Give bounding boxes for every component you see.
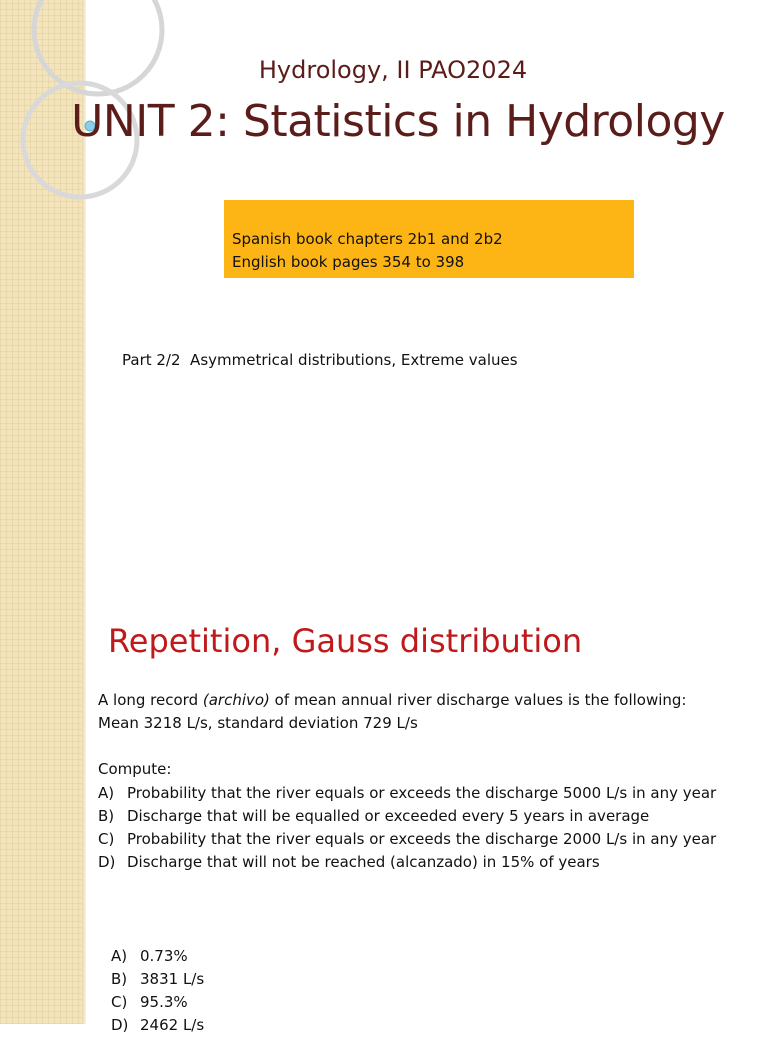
book-line-spanish: Spanish book chapters 2b1 and 2b2: [232, 230, 503, 248]
compute-label: Compute:: [98, 760, 172, 778]
question-item: [98, 851, 716, 874]
question-letter: B): [98, 807, 115, 825]
answer-list: [111, 945, 204, 1037]
intro-text-pre: A long record: [98, 691, 203, 709]
answer-item: [111, 991, 204, 1014]
question-item: [98, 828, 716, 851]
problem-statement: [98, 689, 686, 735]
question-text: Probability that the river equals or exceeds the discharge 5000 L/s in any year: [127, 784, 717, 802]
question-item: [98, 782, 716, 805]
unit-title: UNIT 2: Statistics in Hydrology: [71, 96, 725, 147]
answer-letter: C): [111, 993, 128, 1011]
part-subtitle: Part 2/2 Asymmetrical distributions, Extreme values: [122, 351, 518, 369]
question-text: Discharge that will not be reached (alcanzado) in 15% of years: [127, 853, 600, 871]
question-list: [98, 782, 716, 874]
question-text: Probability that the river equals or exceeds the discharge 2000 L/s in any year: [127, 830, 717, 848]
answer-text: 95.3%: [140, 993, 188, 1011]
answer-letter: B): [111, 970, 128, 988]
intro-line-2: Mean 3218 L/s, standard deviation 729 L/s: [98, 714, 418, 732]
question-letter: A): [98, 784, 115, 802]
answer-letter: A): [111, 947, 128, 965]
answer-item: [111, 945, 204, 968]
answer-text: 2462 L/s: [140, 1016, 205, 1034]
question-letter: C): [98, 830, 115, 848]
book-reference-box: [224, 200, 634, 278]
section-title: Repetition, Gauss distribution: [108, 622, 583, 660]
intro-text-italic: (archivo): [202, 691, 270, 709]
intro-line-1: [98, 689, 686, 712]
book-line-english: English book pages 354 to 398: [232, 253, 465, 271]
answer-letter: D): [111, 1016, 129, 1034]
question-text: Discharge that will be equalled or exceeded every 5 years in average: [127, 807, 650, 825]
intro-text-post: of mean annual river discharge values is the following:: [269, 691, 687, 709]
question-letter: D): [98, 853, 116, 871]
answer-text: 0.73%: [140, 947, 188, 965]
course-subtitle: Hydrology, II PAO2024: [258, 56, 528, 84]
answer-text: 3831 L/s: [140, 970, 205, 988]
answer-item: [111, 968, 204, 991]
answer-item: [111, 1014, 204, 1037]
question-item: [98, 805, 716, 828]
